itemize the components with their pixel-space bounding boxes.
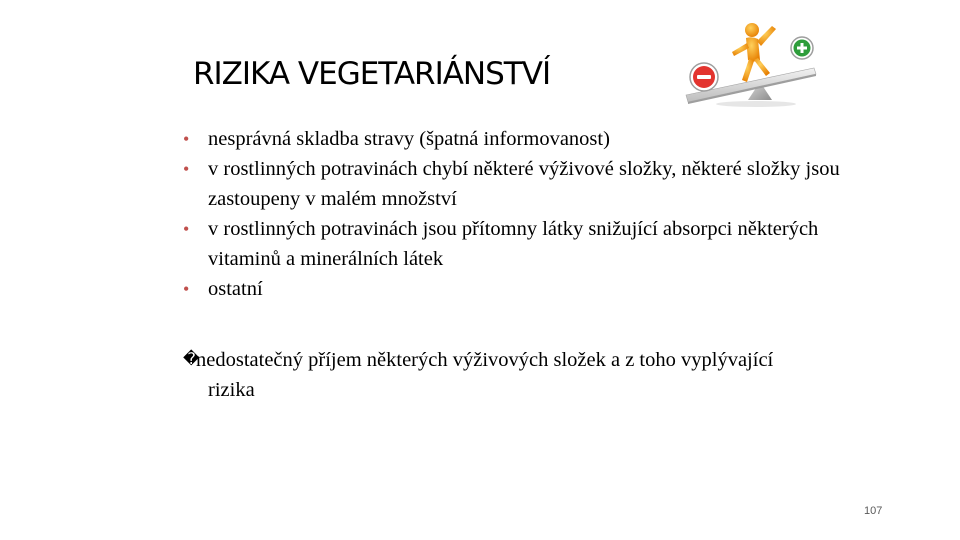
note-text: nedostatečný příjem některých výživových složek a z toho vyplývající rizika bbox=[196, 349, 774, 401]
slide-title: RIZIKA VEGETARIÁNSTVÍ bbox=[193, 56, 551, 92]
bullet-list bbox=[183, 124, 863, 304]
minus-badge-icon bbox=[690, 63, 718, 91]
bullet-marker: • bbox=[183, 279, 190, 299]
person-figure-icon bbox=[732, 23, 776, 82]
plus-badge-icon bbox=[791, 37, 813, 59]
bullet-marker: • bbox=[183, 219, 190, 239]
bullet-text: v rostlinných potravinách chybí některé výživové složky, některé složky jsou zastoupeny v malém množství bbox=[208, 158, 840, 210]
list-item bbox=[183, 274, 863, 304]
conclusion-note bbox=[183, 345, 823, 405]
list-item bbox=[183, 214, 863, 274]
bullet-text: nesprávná skladba stravy (špatná informovanost) bbox=[208, 128, 610, 150]
bullet-text: ostatní bbox=[208, 278, 263, 300]
bullet-marker: • bbox=[183, 159, 190, 179]
bullet-marker: • bbox=[183, 129, 190, 149]
page-number: 107 bbox=[864, 505, 883, 517]
note-marker: � bbox=[183, 351, 200, 368]
balance-illustration bbox=[676, 16, 826, 112]
list-item bbox=[183, 154, 863, 214]
bullet-text: v rostlinných potravinách jsou přítomny látky snižující absorpci některých vitaminů a minerálních látek bbox=[208, 218, 819, 270]
list-item bbox=[183, 124, 863, 154]
